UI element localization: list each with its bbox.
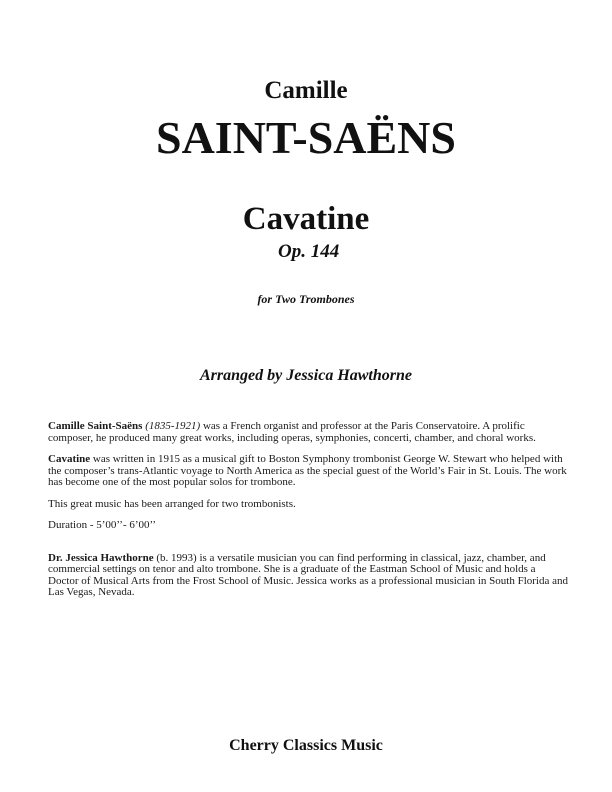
work-note-text: was written in 1915 as a musical gift to Boston Symphony trombonist George W. Stewart who helped with the composer’s trans-Atlantic voyage to North America as the special guest of the World’s Fair in St. Louis. The work has become one of the most popular solos for trombone. [48,453,567,488]
instrumentation: for Two Trombones [257,292,355,306]
arranger-bio-text: (b. 1993) is a versatile musician you can find performing in classical, jazz, chamber, and commercial settings on tenor and alto trombone. She is a graduate of the Eastman School of Music and holds a Doctor of Musical Arts from the Frost School of Music. Jessica works as a professional musician in South Florida and Las Vegas, Nevada. [48,551,568,598]
work-note [48,454,568,489]
arranger-credit: Arranged by Jessica Hawthorne [199,367,412,384]
work-title: Cavatine [242,201,370,237]
work-note-name: Cavatine [48,453,91,465]
arranger-bio-name: Dr. Jessica Hawthorne [48,551,154,564]
program-notes [48,421,568,599]
arranger-bio [48,553,568,599]
composer-bio-dates: (1835-1921) [145,420,201,432]
composer-bio-name: Camille Saint-Saëns [48,420,143,432]
publisher-name: Cherry Classics Music [229,737,383,754]
duration: Duration - 5’00’’- 6’00’’ [48,519,157,531]
composer-first-name: Camille [264,77,348,104]
opus-number: Op. 144 [278,241,340,262]
composer-bio-text: was a French organist and professor at the Paris Conservatoire. A prolific composer, he produced many great works, including operas, symphonies, concerti, chamber, and choral works. [48,420,536,444]
composer-last-name: SAINT-SAËNS [156,112,456,163]
arrangement-note: This great music has been arranged for two trombonists. [48,497,296,510]
composer-bio [48,421,568,444]
